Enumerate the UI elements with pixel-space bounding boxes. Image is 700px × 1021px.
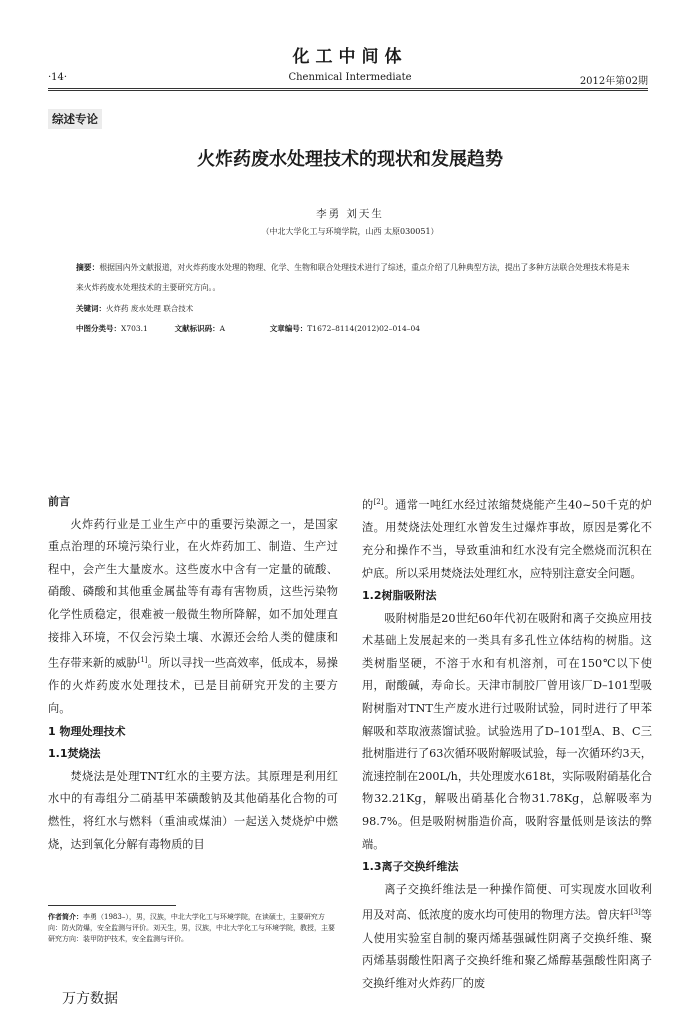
abstract-label: 摘要： (76, 263, 100, 272)
paragraph-resin-adsorption: 吸附树脂是20世纪60年代初在吸附和离子交换应用技术基础上发展起来的一类具有多孔性立体结构的树脂。这类树脂坚硬，不溶于水和有机溶剂，可在150℃以下使用，耐酸碱，寿命长。天津市制胶厂曾用该厂D–101型吸附树脂对TNT生产废水进行过吸附试验，同时进行了甲苯解吸和萃取液蒸馏试验。试验选用了D–101型A、B、C三批树脂进行了63次循环吸附解吸试验，每一次循环约3天，流速控制在200L/h，共处理废水618t，实际吸附硝基化合物32.21Kg，解吸出硝基化合物31.78Kg，总解吸率为98.7%。但是吸附树脂造价高，吸附容量低则是该法的弊端。 (362, 611, 652, 851)
clc-value: X703.1 (121, 324, 148, 333)
paragraph-incineration-cont: 的[2]。通常一吨红水经过浓缩焚烧能产生40~50千克的炉渣。用焚烧法处理红水曾发生过爆炸事故，原因是雾化不充分和操作不当，导致重油和红水没有完全燃烧而沉积在炉底。所以采用焚烧法处理红水，应特别注意安全问题。 (362, 498, 652, 580)
watermark: 万方数据 (62, 991, 118, 1007)
classification-line (76, 323, 420, 334)
header-rule (48, 88, 648, 89)
heading-physical: 1 物理处理技术 (48, 724, 126, 738)
affiliation: （中北大学化工与环境学院，山西 太原030051） (261, 227, 439, 236)
citation-2: [2] (373, 498, 384, 506)
issue-label: 2012年第02期 (579, 76, 648, 87)
right-column (362, 491, 652, 996)
heading-ion-exchange-fiber: 1.3离子交换纤维法 (362, 860, 459, 874)
doc-code-value: A (219, 324, 226, 333)
article-number-label: 文章编号： (269, 324, 308, 333)
keywords-label: 关键词： (76, 304, 106, 313)
footnote-label: 作者简介： (48, 912, 83, 921)
article-title: 火炸药废水处理技术的现状和发展趋势 (197, 149, 503, 170)
header-rule-2 (48, 90, 648, 91)
footnote-rule (48, 905, 176, 906)
journal-english-name: Chenmical Intermediate (288, 72, 412, 83)
journal-title: 化工中间体 (292, 47, 408, 67)
left-column (48, 491, 338, 856)
abstract-text: 根据国内外文献报道，对火炸药废水处理的物理、化学、生物和联合处理技术进行了综述，重点介绍了几种典型方法，提出了多种方法联合处理技术将是未来火炸药废水处理技术的主要研究方向。。 (76, 263, 630, 292)
article-number-value: T1672–8114(2012)02–014–04 (307, 324, 421, 333)
heading-resin-adsorption: 1.2树脂吸附法 (362, 589, 437, 603)
footnote-text: 李勇（1983–），男，汉族，中北大学化工与环境学院，在读硕士，主要研究方向：防火防爆，安全监测与评价。刘天生，男，汉族，中北大学化工与环境学院，教授，主要研究方向：装甲防护技术，安全监测与评价。 (48, 913, 335, 943)
author-footnote (48, 911, 338, 945)
section-tag: 综述专论 (48, 109, 102, 129)
authors: 李勇 刘天生 (316, 208, 384, 220)
paragraph-preface: 火炸药行业是工业生产中的重要污染源之一，是国家重点治理的环境污染行业，在火炸药加工、制造、生产过程中，会产生大量废水。这些废水中含有一定量的硫酸、硝酸、磷酸和其他重金属盐等有毒有害物质，这些污染物化学性质稳定，很难被一般微生物所降解，如不加处理直接排入环境，不仅会污染土壤、水源还会给人类的健康和生存带来新的威胁[1]。所以寻找一些高效率，低成本，易操作的火炸药废水处理技术，已是目前研究开发的主要方向。 (48, 517, 338, 716)
heading-incineration: 1.1焚烧法 (48, 747, 101, 761)
heading-preface: 前言 (48, 495, 70, 508)
abstract (76, 258, 636, 298)
keywords (76, 303, 193, 314)
citation-3: [3] (630, 908, 641, 917)
clc-label: 中图分类号： (76, 324, 121, 333)
keywords-text: 火炸药 废水处理 联合技术 (106, 304, 194, 313)
citation-1: [1] (137, 656, 148, 665)
page-number: ·14· (48, 72, 68, 83)
paragraph-incineration: 焚烧法是处理TNT红水的主要方法。其原理是利用红水中的有毒组分二硝基甲苯磺酸钠及其他硝基化合物的可燃性，将红水与燃料（重油或煤油）一起送入焚烧炉中燃烧，达到氧化分解有毒物质的目 (48, 769, 338, 851)
doc-code-label: 文献标识码： (174, 324, 220, 333)
paragraph-ion-exchange-fiber: 离子交换纤维法是一种操作简便、可实现废水回收利用及对高、低浓度的废水均可使用的物理方法。曾庆轩[3]等人使用实验室自制的聚丙烯基强碱性阴离子交换纤维、聚丙烯基弱酸性阳离子交换纤维和聚乙烯醇基强酸性阳离子交换纤维对火炸药厂的废 (362, 882, 652, 990)
